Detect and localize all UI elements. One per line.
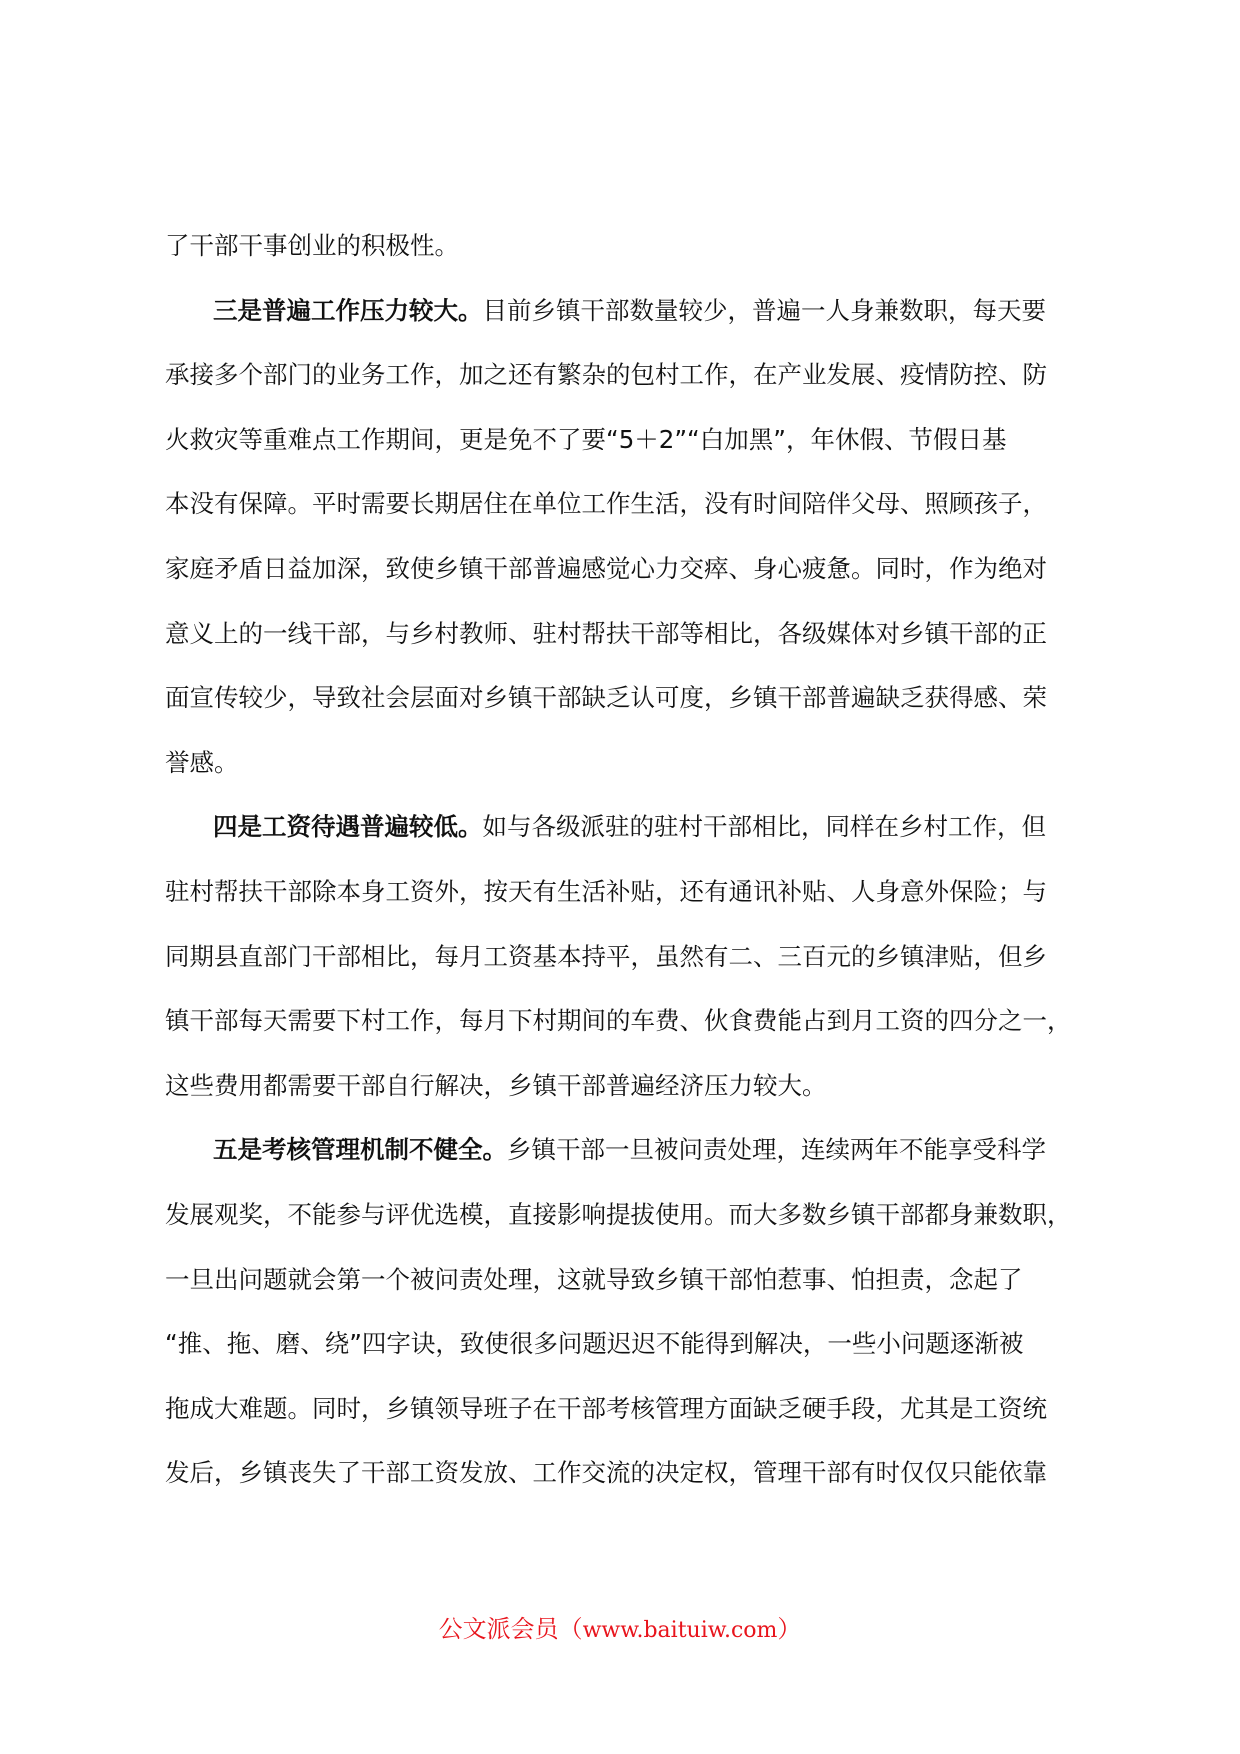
line-text: 目前乡镇干部数量较少，普遍一人身兼数职，每天要: [482, 295, 1046, 325]
line-text: 乡镇干部一旦被问责处理，连续两年不能享受科学: [507, 1135, 1046, 1165]
line-text: 意义上的一线干部，与乡村教师、驻村帮扶干部等相比，各级媒体对乡镇干部的正: [165, 618, 1047, 648]
line-text: 本没有保障。平时需要长期居住在单位工作生活，没有时间陪伴父母、照顾孩子，: [165, 489, 1047, 519]
body-text: [165, 214, 1089, 1506]
line-text: 驻村帮扶干部除本身工资外，按天有生活补贴，还有通讯补贴、人身意外保险；与: [165, 876, 1047, 906]
text-line: [165, 989, 1089, 1054]
line-text: 誉感。: [165, 747, 239, 777]
text-line: [165, 408, 1089, 473]
text-line: [165, 279, 1089, 344]
section-heading: 三是普遍工作压力较大。: [213, 295, 483, 325]
text-line: [165, 214, 1089, 279]
line-text: “推、拖、磨、绕”四字诀，致使很多问题迟迟不能得到解决，一些小问题逐渐被: [165, 1329, 1024, 1359]
section-heading: 四是工资待遇普遍较低。: [213, 812, 483, 842]
footer-brand: 公文派会员: [438, 1615, 559, 1643]
line-text: 一旦出问题就会第一个被问责处理，这就导致乡镇干部怕惹事、怕担责，念起了: [165, 1264, 1023, 1294]
text-line: [165, 1248, 1089, 1313]
text-line: [165, 1054, 1089, 1119]
line-text: 发后，乡镇丧失了干部工资发放、工作交流的决定权，管理干部有时仅仅只能依靠: [165, 1458, 1047, 1488]
text-line: [165, 731, 1089, 796]
line-text: 同期县直部门干部相比，每月工资基本持平，虽然有二、三百元的乡镇津贴，但乡: [165, 941, 1047, 971]
text-line: [165, 1441, 1089, 1506]
section-heading: 五是考核管理机制不健全。: [213, 1135, 507, 1165]
line-text: 面宣传较少，导致社会层面对乡镇干部缺乏认可度，乡镇干部普遍缺乏获得感、荣: [165, 683, 1047, 713]
text-line: [165, 472, 1089, 537]
line-text: 承接多个部门的业务工作，加之还有繁杂的包村工作，在产业发展、疫情防控、防: [165, 360, 1047, 390]
text-line: [165, 602, 1089, 667]
text-line: [165, 860, 1089, 925]
text-line: [165, 343, 1089, 408]
text-line: [165, 1183, 1089, 1248]
line-text: 了干部干事创业的积极性。: [165, 231, 459, 260]
line-text: 如与各级派驻的驻村干部相比，同样在乡村工作，但: [482, 812, 1046, 842]
text-line: [165, 537, 1089, 602]
text-line: [165, 1312, 1089, 1377]
line-text: 拖成大难题。同时，乡镇领导班子在干部考核管理方面缺乏硬手段，尤其是工资统: [165, 1393, 1047, 1423]
text-line: [165, 795, 1089, 860]
text-line: [165, 1377, 1089, 1442]
text-line: [165, 925, 1089, 990]
line-text: 镇干部每天需要下村工作，每月下村期间的车费、伙食费能占到月工资的四分之一，: [165, 1006, 1072, 1036]
footer-watermark: [0, 1612, 1240, 1648]
footer-paren-close: ）: [777, 1615, 802, 1643]
text-line: [165, 1118, 1089, 1183]
text-line: [165, 666, 1089, 731]
line-text: 火救灾等重难点工作期间，更是免不了要“5＋2”“白加黑”，年休假、节假日基: [165, 424, 1007, 454]
footer-paren-open: （: [558, 1615, 583, 1643]
footer-url-link[interactable]: www.baituiw.com: [582, 1618, 778, 1643]
line-text: 这些费用都需要干部自行解决，乡镇干部普遍经济压力较大。: [165, 1070, 827, 1100]
line-text: 发展观奖，不能参与评优选模，直接影响提拔使用。而大多数乡镇干部都身兼数职，: [165, 1199, 1072, 1229]
line-text: 家庭矛盾日益加深，致使乡镇干部普遍感觉心力交瘁、身心疲惫。同时，作为绝对: [165, 553, 1047, 583]
